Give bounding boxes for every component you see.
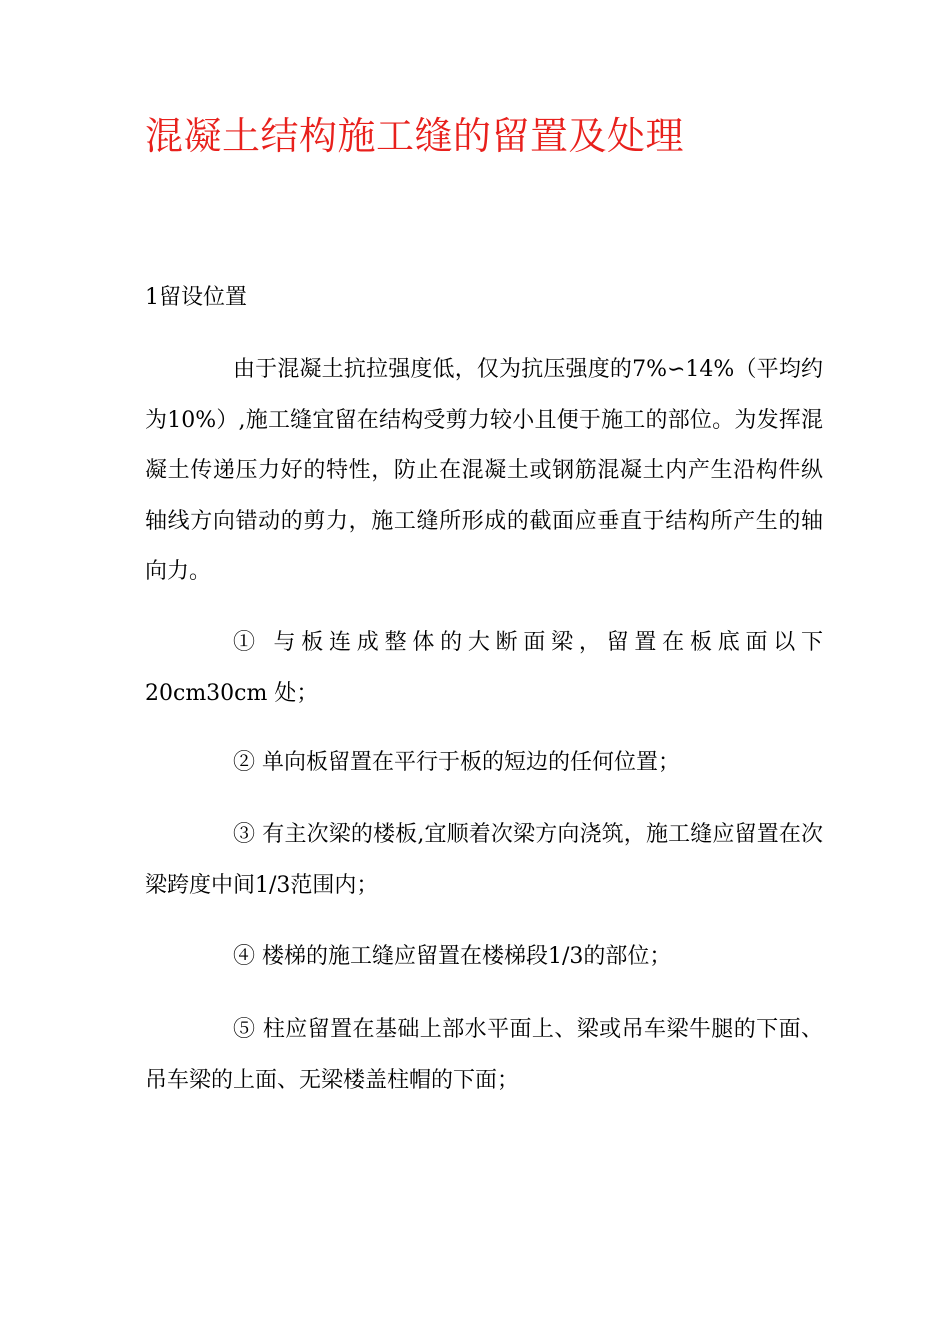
list-item-5: ⑤ 柱应留置在基础上部水平面上、梁或吊车梁牛腿的下面、吊车梁的上面、无梁楼盖柱帽的下面； xyxy=(145,1017,823,1093)
list-item-4: ④ 楼梯的施工缝应留置在楼梯段1/3的部位； xyxy=(233,944,672,969)
list-item-1: ① 与板连成整体的大断面梁，留置在板底面以下20cm30cm 处； xyxy=(145,630,823,706)
list-item-2: ② 单向板留置在平行于板的短边的任何位置； xyxy=(233,750,680,775)
list-item-3: ③ 有主次梁的楼板,宜顺着次梁方向浇筑，施工缝应留置在次梁跨度中间1/3范围内； xyxy=(145,822,823,898)
intro-paragraph: 由于混凝土抗拉强度低，仅为抗压强度的7%∽14%（平均约为10%）,施工缝宜留在结构受剪力较小且便于施工的部位。为发挥混凝土传递压力好的特性，防止在混凝土或钢筋混凝土内产生沿构件纵轴线方向错动的剪力，施工缝所形成的截面应垂直于结构所产生的轴向力。 xyxy=(145,357,823,584)
document-title: 混凝土结构施工缝的留置及处理 xyxy=(145,114,685,158)
section-heading: 1留设位置 xyxy=(145,285,247,310)
